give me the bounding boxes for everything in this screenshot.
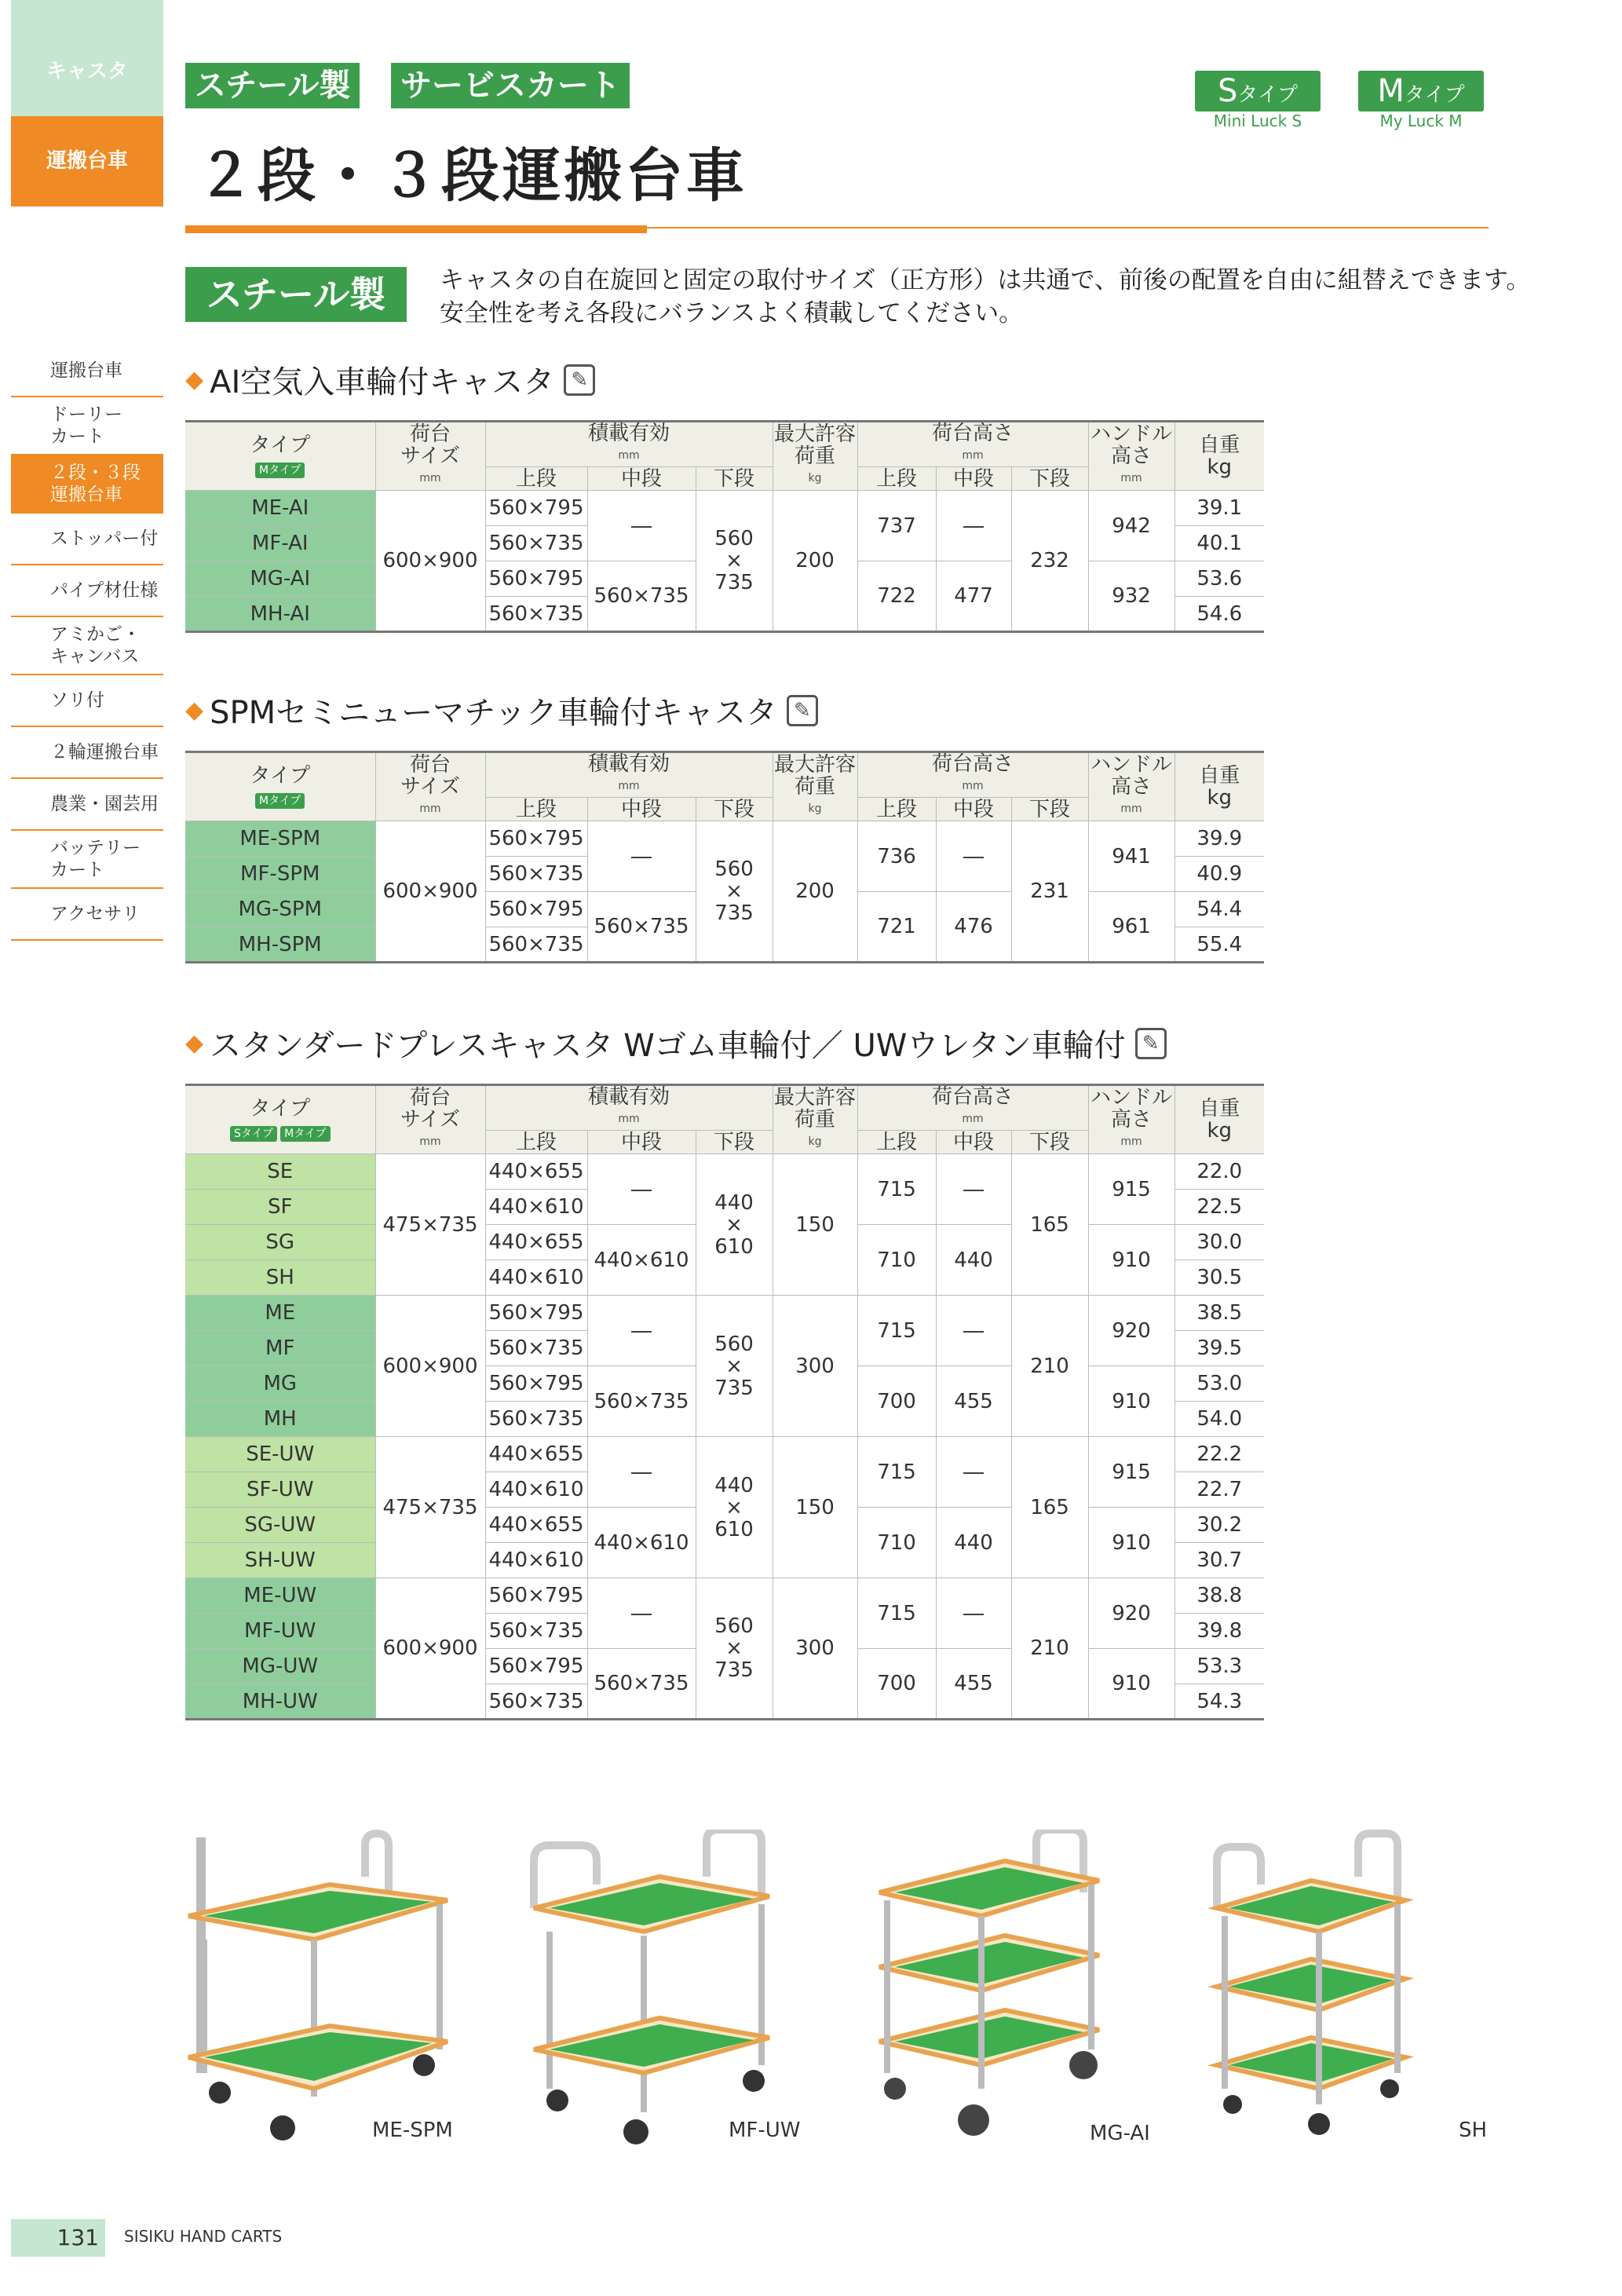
sidebar-item[interactable]: アミかご・ キャンバス <box>11 617 163 675</box>
sidebar-item[interactable]: ドーリー カート <box>11 397 163 455</box>
cart-image-2 <box>534 1830 769 2144</box>
sidebar-item[interactable]: アクセサリ <box>11 889 163 941</box>
type-s-box: Sタイプ Mini Luck S <box>1195 71 1321 130</box>
col-type: タイプ Mタイプ <box>185 752 375 821</box>
table-row: MG-SPM 560×795 560×735 721 476 961 54.4 <box>185 892 1264 927</box>
sidebar-item[interactable]: 農業・園芸用 <box>11 779 163 831</box>
table-row: ME-SPM 600×900 560×795 ― 560 × 735 200 736 ― 231 941 39.9 <box>185 821 1264 857</box>
spec-table: タイプ Mタイプ 荷台 サイズ mm 積載有効 mm 最大許容 荷重 kg 荷台高さ mm ハンドル 高さ mm 自重 kg 上段 中段 下段 上段 中段 下段 ME-SPM 600×900 560×795 ― 560 × 735 200 736 ― 231 941 39.9 MF-SPM 560×735 40.9 MG-SPM 560×795 560×735 721 476 961 54.4 MH-SPM 560×735 55.4 <box>185 751 1264 963</box>
product-caption: SH <box>1459 2119 1488 2142</box>
table-row: SF-UW 440×610 22.7 <box>185 1472 1264 1508</box>
title-rule <box>185 225 647 233</box>
material-tag: スチール製 <box>185 63 360 108</box>
category-label: キャスタ <box>11 0 163 116</box>
table-row: MH 560×735 54.0 <box>185 1402 1264 1437</box>
steel-badge: スチール製 <box>185 267 407 322</box>
spec-table: タイプ Mタイプ 荷台 サイズ mm 積載有効 mm 最大許容 荷重 kg 荷台高さ mm ハンドル 高さ mm 自重 kg 上段 中段 下段 上段 中段 下段 ME-AI 600×900 560×795 ― 560 × 735 200 737 ― 232 942 39.1 MF-AI 560×735 40.1 MG-AI 560×795 560×735 722 477 932 53.6 MH-AI 560×735 54.6 <box>185 420 1264 633</box>
cart-image-3 <box>879 1830 1099 2136</box>
product-caption: MF-UW <box>729 2119 801 2142</box>
table-row: ME-UW 600×900 560×795 ― 560 × 735 300 715 ― 210 920 38.8 <box>185 1578 1264 1614</box>
wrench-icon: ✎ <box>564 364 595 396</box>
table-row: MF-UW 560×735 39.8 <box>185 1614 1264 1649</box>
table-row: SH 440×610 30.5 <box>185 1260 1264 1296</box>
table-row: SE-UW 475×735 440×655 ― 440 × 610 150 715 ― 165 915 22.2 <box>185 1437 1264 1472</box>
table-row: SH-UW 440×610 30.7 <box>185 1543 1264 1578</box>
table-row: SG 440×655 440×610 710 440 910 30.0 <box>185 1225 1264 1260</box>
title-rule-thin <box>647 227 1489 229</box>
section-title: ◆ SPMセミニューマチック車輪付キャスタ ✎ <box>185 688 818 733</box>
cart-image-4 <box>1217 1834 1405 2135</box>
col-type: タイプ Mタイプ <box>185 422 375 491</box>
sidebar-item[interactable]: バッテリー カート <box>11 831 163 889</box>
table-row: MG-UW 560×795 560×735 700 455 910 53.3 <box>185 1649 1264 1684</box>
sidebar-item[interactable]: ストッパー付 <box>11 514 163 565</box>
table-row: MH-SPM 560×735 55.4 <box>185 927 1264 963</box>
type-m-box: Mタイプ My Luck M <box>1358 71 1484 130</box>
table-row: MG 560×795 560×735 700 455 910 53.0 <box>185 1366 1264 1402</box>
sidebar-item[interactable]: ソリ付 <box>11 675 163 727</box>
table-row: ME-AI 600×900 560×795 ― 560 × 735 200 737 ― 232 942 39.1 <box>185 491 1264 526</box>
side-nav <box>11 345 163 941</box>
sidebar-item[interactable]: ２輪運搬台車 <box>11 727 163 779</box>
table-row: MH-UW 560×735 54.3 <box>185 1684 1264 1720</box>
product-caption: ME-SPM <box>372 2119 453 2142</box>
product-caption: MG-AI <box>1090 2122 1150 2145</box>
table-row: SF 440×610 22.5 <box>185 1190 1264 1225</box>
table-row: SE 475×735 440×655 ― 440 × 610 150 715 ― 165 915 22.0 <box>185 1154 1264 1190</box>
spec-table: タイプ Sタイプ Mタイプ 荷台 サイズ mm 積載有効 mm 最大許容 荷重 kg 荷台高さ mm ハンドル 高さ mm 自重 kg 上段 中段 下段 上段 中段 下段 SE 475×735 440×655 ― 440 × 610 150 715 ― 165 915 22.0 SF 440×610 22.5 SG 440×655 440×610 710 440 910 30.0 SH 440×610 30.5 ME 600×900 560×795 ― 560 × 735 300 715 ― 210 920 38.5 MF 560×735 39.5 MG 560×795 560×735 700 455 910 53.0 MH 560×735 54.0 SE-UW 475×735 440×655 ― 440 × 610 150 715 ― 165 915 22.2 SF-UW 440×610 22.7 SG-UW 440×655 440×610 710 440 910 30.2 SH-UW 440×610 30.7 ME-UW 600×900 560×795 ― 560 × 735 300 715 ― 210 920 38.8 MF-UW 560×735 39.8 MG-UW 560×795 560×735 700 455 910 53.3 MH-UW 560×735 54.3 <box>185 1084 1264 1720</box>
table-row: MF-AI 560×735 40.1 <box>185 526 1264 561</box>
wrench-icon: ✎ <box>787 695 818 726</box>
sidebar-item[interactable]: 運搬台車 <box>11 345 163 397</box>
table-row: SG-UW 440×655 440×610 710 440 910 30.2 <box>185 1508 1264 1543</box>
sidebar-item[interactable]: パイプ材仕様 <box>11 565 163 617</box>
section-title: ◆ スタンダードプレスキャスタ Wゴム車輪付／ UWウレタン車輪付 ✎ <box>185 1021 1167 1066</box>
page-number: 131 <box>11 2219 105 2257</box>
table-row: MF-SPM 560×735 40.9 <box>185 857 1264 892</box>
footer-brand: SISIKU HAND CARTS <box>124 2227 283 2246</box>
intro-text: キャスタの自在旋回と固定の取付サイズ（正方形）は共通で、前後の配置を自由に組替えできます。 安全性を考え各段にバランスよく積載してください。 <box>440 266 1531 327</box>
table-row: MH-AI 560×735 54.6 <box>185 597 1264 632</box>
col-type: タイプ Sタイプ Mタイプ <box>185 1085 375 1154</box>
category-tag: サービスカート <box>391 63 630 108</box>
product-photos <box>173 1830 1507 2159</box>
table-row: MG-AI 560×795 560×735 722 477 932 53.6 <box>185 561 1264 597</box>
page-title: ２段・３段運搬台車 <box>196 142 747 210</box>
table-row: MF 560×735 39.5 <box>185 1331 1264 1366</box>
sidebar-item[interactable]: ２段・３段 運搬台車 <box>11 455 163 514</box>
cart-image-1 <box>188 1834 448 2141</box>
section-label: 運搬台車 <box>11 116 163 207</box>
section-title: ◆ AI空気入車輪付キャスタ ✎ <box>185 357 595 402</box>
table-row: ME 600×900 560×795 ― 560 × 735 300 715 ― 210 920 38.5 <box>185 1296 1264 1331</box>
wrench-icon: ✎ <box>1135 1028 1167 1059</box>
